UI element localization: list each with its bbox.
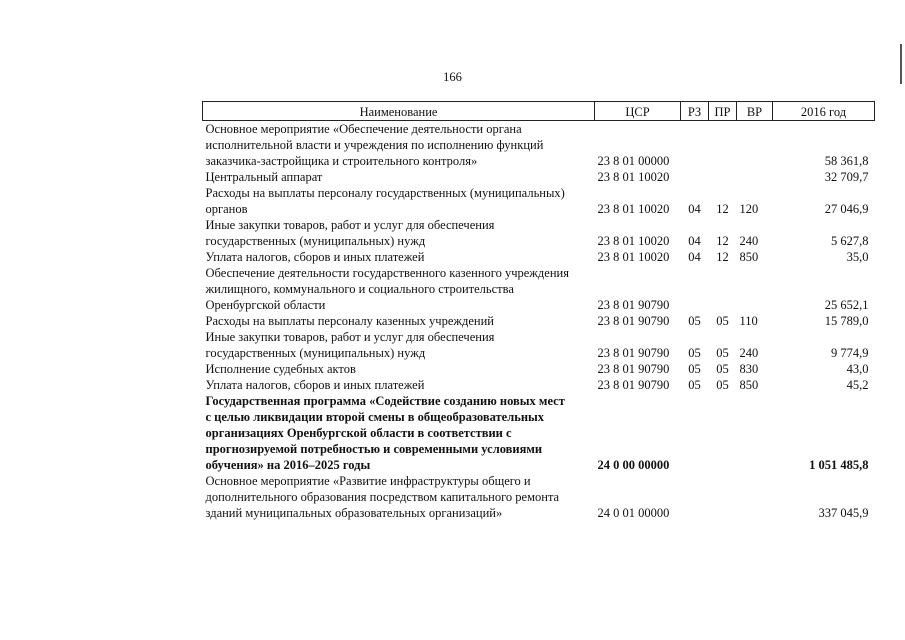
row-rz	[681, 169, 709, 185]
table-row	[203, 361, 875, 377]
row-vr: 850	[739, 378, 759, 392]
row-vr	[737, 473, 773, 521]
row-amount: 58 361,8	[824, 154, 869, 168]
row-csr: 23 8 01 10020	[597, 202, 670, 216]
row-amount: 32 709,7	[824, 170, 869, 184]
row-name: Иные закупки товаров, работ и услуг для обеспечения государственных (муниципальных) нужд	[205, 330, 495, 360]
row-name: Основное мероприятие «Развитие инфраструктуры общего и дополнительного образования посредством капитального ремонта зданий муниципальных образовательных организаций»	[205, 474, 560, 520]
table-row	[203, 249, 875, 265]
table-row	[203, 185, 875, 217]
row-csr: 23 8 01 90790	[597, 346, 670, 360]
row-name: Иные закупки товаров, работ и услуг для обеспечения государственных (муниципальных) нужд	[205, 218, 495, 248]
table-row	[203, 217, 875, 249]
row-vr: 850	[739, 250, 759, 264]
row-vr: 110	[739, 314, 758, 328]
row-vr	[737, 121, 773, 170]
row-amount: 337 045,9	[818, 506, 869, 520]
row-name: Государственная программа «Содействие созданию новых мест с целью ликвидации второй смены в общеобразовательных организациях Оренбургской области в соответствии с прогнозируемой потребностью и современными условиями обучения» на 2016–2025 годы	[205, 394, 565, 472]
table-row	[203, 313, 875, 329]
table-header	[203, 102, 875, 121]
row-pr: 05	[716, 362, 729, 376]
header-vr: ВР	[737, 102, 773, 121]
header-pr: ПР	[709, 102, 737, 121]
row-rz: 04	[688, 250, 701, 264]
row-amount: 25 652,1	[824, 298, 869, 312]
table-row	[203, 393, 875, 473]
row-csr: 24 0 00 00000	[597, 458, 670, 472]
row-csr: 23 8 01 00000	[597, 154, 670, 168]
row-name: Расходы на выплаты персоналу казенных учреждений	[205, 314, 494, 328]
row-pr	[709, 169, 737, 185]
row-amount: 1 051 485,8	[809, 458, 869, 472]
row-amount: 27 046,9	[824, 202, 869, 216]
table-row	[203, 473, 875, 521]
row-pr	[709, 473, 737, 521]
header-amount: 2016 год	[773, 102, 875, 121]
row-rz	[681, 393, 709, 473]
row-rz	[681, 265, 709, 313]
row-pr: 05	[716, 346, 729, 360]
row-name: Основное мероприятие «Обеспечение деятельности органа исполнительной власти и учреждения по исполнению функций заказчика-застройщика и строительного контроля»	[205, 122, 544, 168]
row-csr: 23 8 01 90790	[597, 378, 670, 392]
row-rz: 05	[688, 378, 701, 392]
row-name: Центральный аппарат	[205, 170, 323, 184]
header-row	[203, 102, 875, 121]
table-row	[203, 265, 875, 313]
header-name: Наименование	[203, 102, 595, 121]
table-body	[203, 121, 875, 522]
row-name: Расходы на выплаты персоналу государственных (муниципальных) органов	[205, 186, 565, 216]
row-pr	[709, 265, 737, 313]
row-amount: 15 789,0	[824, 314, 869, 328]
row-pr: 12	[716, 234, 729, 248]
row-csr: 23 8 01 90790	[597, 314, 670, 328]
page-number: 166	[443, 70, 462, 84]
table-row	[203, 329, 875, 361]
table-row	[203, 169, 875, 185]
row-vr	[737, 265, 773, 313]
row-vr	[737, 169, 773, 185]
row-rz: 05	[688, 314, 701, 328]
row-name: Уплата налогов, сборов и иных платежей	[205, 378, 425, 392]
row-amount: 43,0	[846, 362, 869, 376]
row-csr: 23 8 01 10020	[597, 170, 670, 184]
row-pr: 05	[716, 378, 729, 392]
table-row	[203, 121, 875, 170]
row-name: Уплата налогов, сборов и иных платежей	[205, 250, 425, 264]
header-csr: ЦСР	[595, 102, 681, 121]
row-vr: 120	[739, 202, 759, 216]
row-pr: 12	[716, 250, 729, 264]
row-name: Обеспечение деятельности государственного казенного учреждения жилищного, коммунального и социального строительства Оренбургской области	[205, 266, 569, 312]
row-pr	[709, 393, 737, 473]
row-csr: 23 8 01 90790	[597, 362, 670, 376]
row-rz	[681, 473, 709, 521]
row-csr: 24 0 01 00000	[597, 506, 670, 520]
row-amount: 9 774,9	[831, 346, 869, 360]
row-vr	[737, 393, 773, 473]
row-vr: 240	[739, 346, 759, 360]
row-pr	[709, 121, 737, 170]
row-rz: 05	[688, 362, 701, 376]
row-pr: 05	[716, 314, 729, 328]
row-rz	[681, 121, 709, 170]
row-rz: 05	[688, 346, 701, 360]
row-vr: 240	[739, 234, 759, 248]
row-amount: 45,2	[846, 378, 869, 392]
row-rz: 04	[688, 202, 701, 216]
row-vr: 830	[739, 362, 759, 376]
row-csr: 23 8 01 10020	[597, 234, 670, 248]
budget-table	[202, 101, 875, 521]
header-rz: РЗ	[681, 102, 709, 121]
row-amount: 35,0	[846, 250, 869, 264]
row-pr: 12	[716, 202, 729, 216]
row-rz: 04	[688, 234, 701, 248]
row-amount: 5 627,8	[831, 234, 869, 248]
row-name: Исполнение судебных актов	[205, 362, 356, 376]
table-row	[203, 377, 875, 393]
row-csr: 23 8 01 90790	[597, 298, 670, 312]
row-csr: 23 8 01 10020	[597, 250, 670, 264]
scan-edge-line	[900, 44, 902, 84]
